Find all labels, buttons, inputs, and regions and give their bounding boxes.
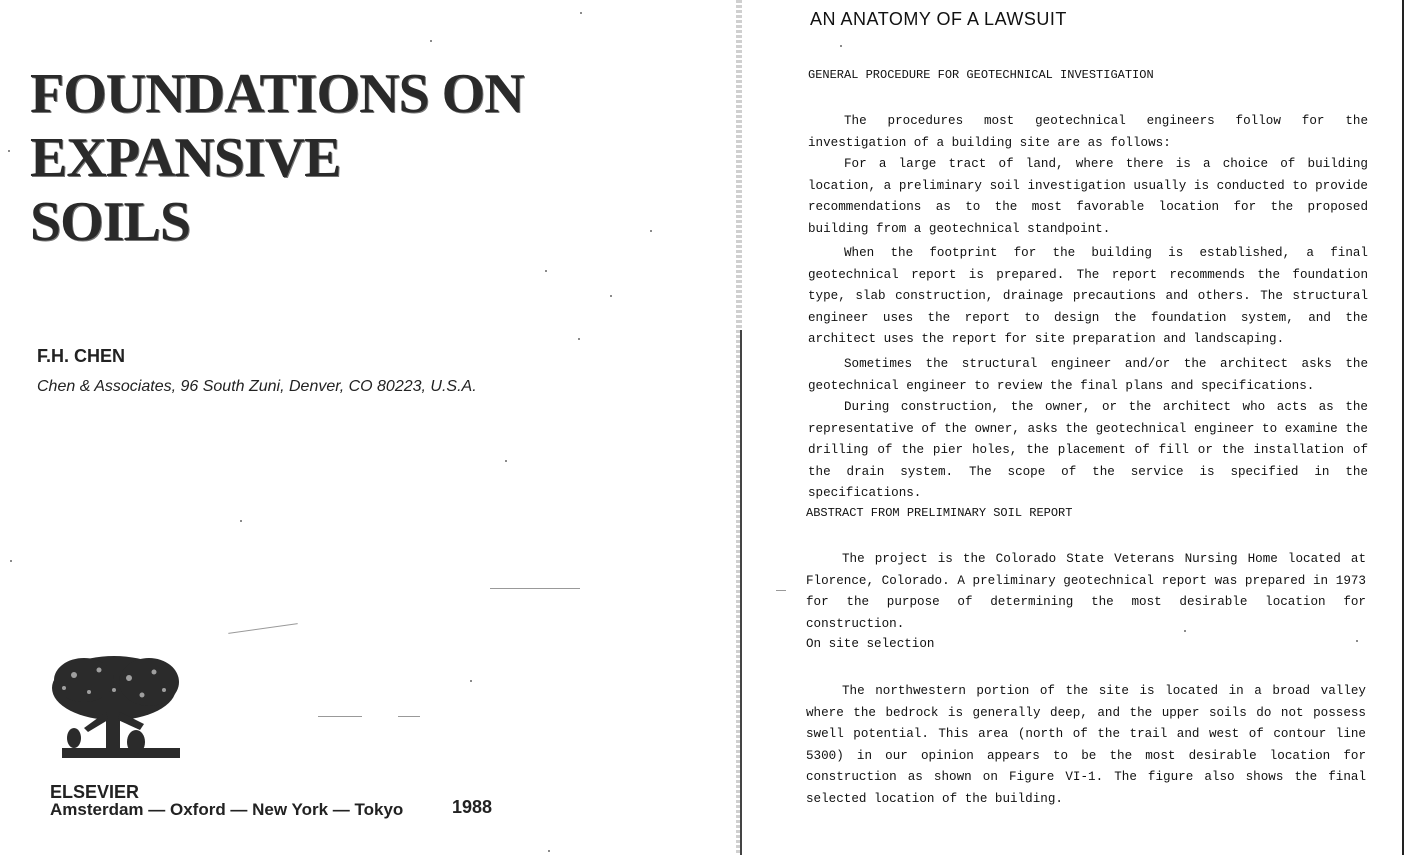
speck <box>1184 630 1186 632</box>
title-line-3: SOILS <box>30 191 190 253</box>
paragraph-2: For a large tract of land, where there is a choice of building location, a preliminary soil investigation usually is conducted to provide recommendations as to the most favorable location for the proposed building from a geotechnical standpoint. <box>808 157 1368 236</box>
paragraph-3: When the footprint for the building is established, a final geotechnical report is prepared. The report recommends the foundation type, slab construction, drainage precautions and others. The structural engineer uses the report to design the foundation system, and the architect uses the report for site preparation and landscaping. <box>808 246 1368 346</box>
scan-mark <box>318 716 362 717</box>
speck <box>650 230 652 232</box>
speck <box>430 40 432 42</box>
scan-mark <box>398 716 420 717</box>
publication-year: 1988 <box>452 797 493 817</box>
section-heading-abstract: ABSTRACT FROM PRELIMINARY SOIL REPORT <box>806 506 1073 520</box>
scan-mark <box>490 588 580 589</box>
author-affiliation: Chen & Associates, 96 South Zuni, Denver, CO 80223, U.S.A. <box>37 378 477 395</box>
publisher-name: ELSEVIER <box>50 782 140 802</box>
paragraph-1: The procedures most geotechnical engineers follow for the investigation of a building site are as follows: <box>808 114 1368 150</box>
author-name: F.H. CHEN <box>37 346 126 366</box>
title-line-1: FOUNDATIONS ON <box>30 63 524 125</box>
subsection-heading-site-selection: On site selection <box>806 637 935 651</box>
speck <box>8 150 10 152</box>
paragraph-5: During construction, the owner, or the architect who acts as the representative of the owner, asks the geotechnical engineer to examine the drilling of the pier holes, the placement of fill or the installation of the drain system. The scope of the service is specified in the specifications. <box>808 400 1368 500</box>
paragraph-abstract: The project is the Colorado State Veterans Nursing Home located at Florence, Colorado. A preliminary geotechnical report was prepared in 1973 for the purpose of determining the most desirable location for construction. <box>806 552 1366 631</box>
speck <box>840 45 842 47</box>
title-line-2: EXPANSIVE <box>30 127 341 189</box>
scan-mark <box>228 623 297 634</box>
speck <box>610 295 612 297</box>
paragraph-4: Sometimes the structural engineer and/or the architect asks the geotechnical engineer to review the final plans and specifications. <box>808 357 1368 393</box>
book-title <box>30 62 524 254</box>
speck <box>240 520 242 522</box>
speck <box>1356 640 1358 642</box>
scan-mark <box>776 590 786 591</box>
chapter-title: AN ANATOMY OF A LAWSUIT <box>810 9 1067 29</box>
speck <box>548 850 550 852</box>
speck <box>505 460 507 462</box>
paragraph-site-selection: The northwestern portion of the site is located in a broad valley where the bedrock is generally deep, and the upper soils do not possess swell potential. This area (north of the trail and west of contour line 5300) in our opinion appears to be the most desirable location for construction as shown on Figure VI-1. The figure also shows the final selected location of the building. <box>806 684 1366 806</box>
speck <box>10 560 12 562</box>
speck <box>545 270 547 272</box>
publisher-cities: Amsterdam — Oxford — New York — Tokyo <box>50 800 404 819</box>
speck <box>578 338 580 340</box>
elsevier-tree-logo <box>44 650 182 770</box>
section-heading-general-procedure: GENERAL PROCEDURE FOR GEOTECHNICAL INVESTIGATION <box>808 68 1154 82</box>
page-edge <box>1402 0 1404 855</box>
speck <box>470 680 472 682</box>
speck <box>580 12 582 14</box>
page-gutter-line <box>740 330 742 855</box>
chapter-page <box>744 0 1410 855</box>
